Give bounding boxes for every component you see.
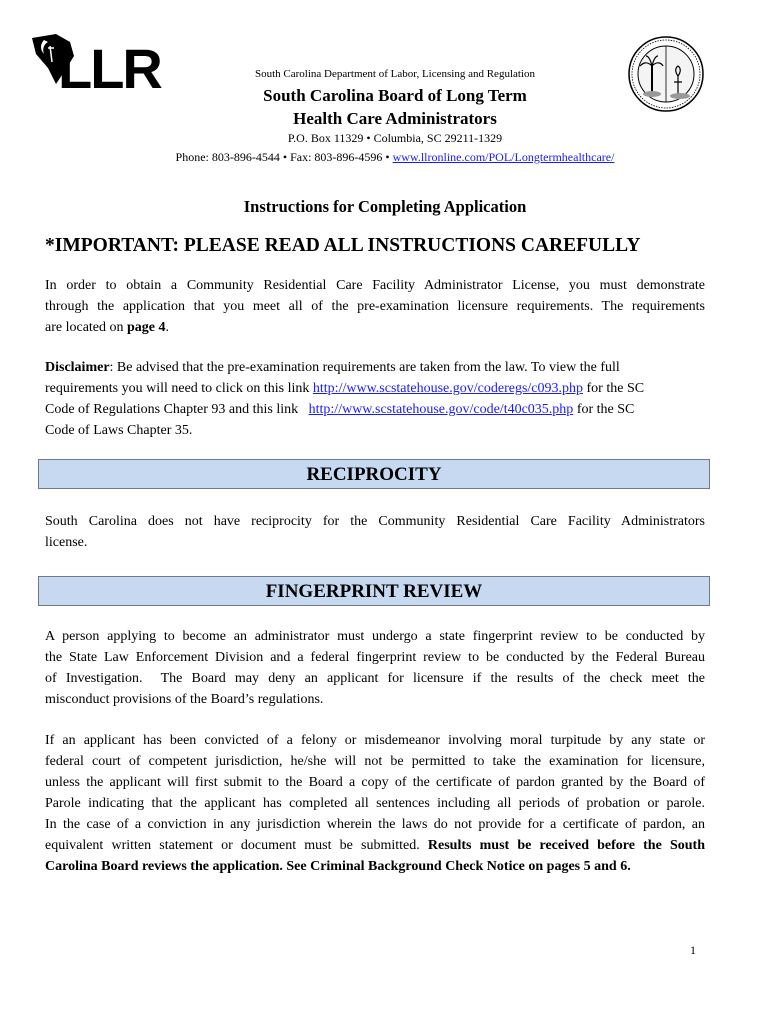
fingerprint-line: A person applying to become an administrator must undergo a state fingerprint review to be conducted by [45, 629, 705, 644]
disclaimer-line [45, 399, 705, 420]
fingerprint-line [45, 835, 705, 856]
contact-info [150, 129, 640, 167]
reciprocity-heading: RECIPROCITY [38, 459, 710, 489]
intro-text: . [165, 320, 170, 335]
llr-logo [30, 32, 175, 92]
fingerprint-review-heading: FINGERPRINT REVIEW [38, 576, 710, 606]
disclaimer-line [45, 357, 705, 378]
disclaimer-text: for the SC [583, 381, 645, 396]
fingerprint-line: federal court of competent jurisdiction, he/she will not be permitted to take the examination for licensure, [45, 754, 705, 769]
fingerprint-line: If an applicant has been convicted of a felony or misdemeanor involving moral turpitude by any state or [45, 733, 705, 748]
reciprocity-paragraph [45, 511, 705, 553]
state-seal-icon [628, 36, 704, 112]
fingerprint-line: In the case of a conviction in any jurisdiction wherein the laws do not provide for a certificate of pardon, an [45, 817, 705, 832]
website-link[interactable]: www.llronline.com/POL/Longtermhealthcare/ [392, 150, 615, 164]
logo-text: LLR [58, 37, 161, 92]
disclaimer-text: for the SC [573, 402, 635, 417]
page-number: 1 [690, 943, 696, 957]
intro-text: are located on [45, 320, 128, 335]
postal-address: P.O. Box 11329 • Columbia, SC 29211-1329 [287, 131, 503, 145]
intro-paragraph [45, 275, 705, 338]
important-heading: *IMPORTANT: PLEASE READ ALL INSTRUCTIONS CAREFULLY [45, 235, 641, 256]
disclaimer-text: Code of Regulations Chapter 93 and this link [45, 402, 309, 417]
instructions-title: Instructions for Completing Application [243, 197, 527, 216]
board-name [230, 84, 560, 130]
board-name-line1: South Carolina Board of Long Term [263, 86, 527, 105]
reciprocity-line: license. [45, 535, 88, 550]
fingerprint-line: the State Law Enforcement Division and a federal fingerprint review to be conducted by the Federal Bureau [45, 650, 705, 665]
phone-fax-line [150, 148, 640, 167]
fingerprint-line: misconduct provisions of the Board’s regulations. [45, 692, 324, 707]
fingerprint-line: of Investigation. The Board may deny an applicant for licensure if the results of the check meet the [45, 671, 705, 686]
fingerprint-line [45, 856, 705, 877]
phone-fax: Phone: 803-896-4544 • Fax: 803-896-4596 • [175, 150, 393, 164]
board-name-line2: Health Care Administrators [293, 109, 497, 128]
intro-line [45, 317, 705, 338]
disclaimer-text: requirements you will need to click on this link [45, 381, 313, 396]
disclaimer-paragraph [45, 357, 705, 441]
intro-line: In order to obtain a Community Residential Care Facility Administrator License, you must demonstrate [45, 278, 705, 293]
page-reference: page 4 [127, 320, 166, 335]
disclaimer-line: Code of Laws Chapter 35. [45, 423, 193, 438]
disclaimer-label: Disclaimer [45, 360, 110, 375]
results-notice: Carolina Board reviews the application. See Criminal Background Check Notice on pages 5 and 6. [45, 859, 631, 874]
code-of-laws-link[interactable]: http://www.scstatehouse.gov/code/t40c035.php [308, 402, 574, 417]
disclaimer-line [45, 378, 705, 399]
fingerprint-line: unless the applicant will first submit to the Board a copy of the certificate of pardon granted by the Board of [45, 775, 705, 790]
reciprocity-line: South Carolina does not have reciprocity for the Community Residential Care Facility Administrators [45, 514, 705, 529]
department-name: South Carolina Department of Labor, Licensing and Regulation [255, 68, 535, 80]
results-notice: Results must be received before the South [427, 838, 705, 853]
intro-line: through the application that you meet all of the pre-examination licensure requirements. The requirements [45, 299, 705, 314]
fingerprint-paragraph-1 [45, 626, 705, 710]
disclaimer-text: : Be advised that the pre-examination requirements are taken from the law. To view the full [109, 360, 620, 375]
fingerprint-text: equivalent written statement or document must be submitted. [45, 838, 428, 853]
sc-state-logo-icon [30, 32, 175, 92]
regulations-link[interactable]: http://www.scstatehouse.gov/coderegs/c093.php [312, 381, 584, 396]
fingerprint-line: Parole indicating that the applicant has completed all sentences including all periods of probation or parole. [45, 796, 705, 811]
fingerprint-paragraph-2 [45, 730, 705, 877]
